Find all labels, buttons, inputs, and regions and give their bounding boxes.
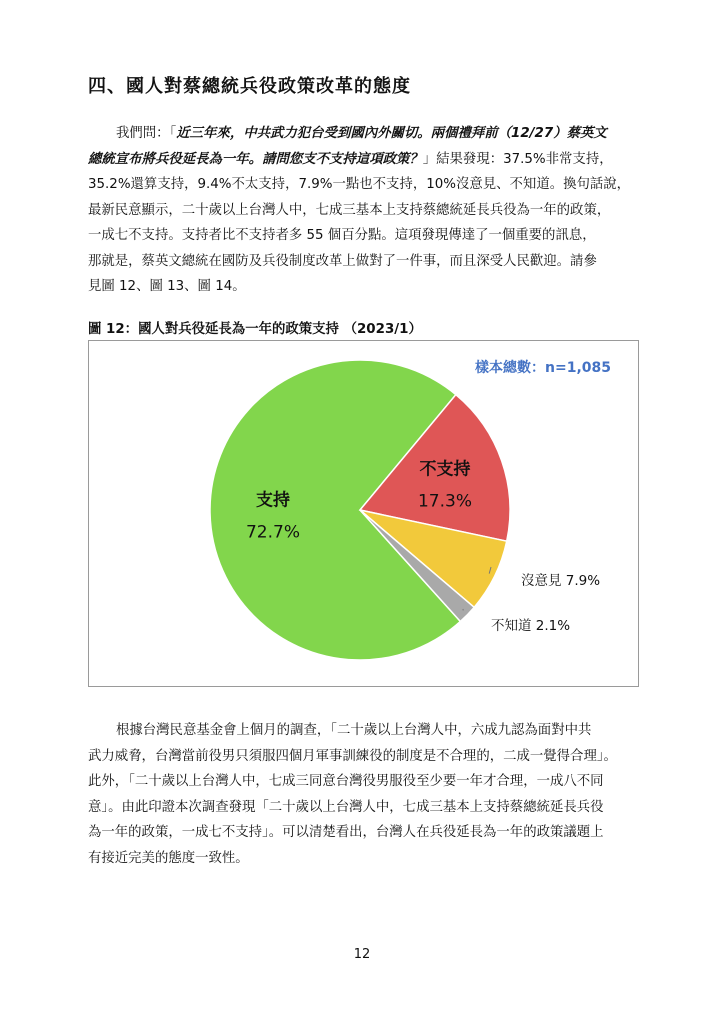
- paragraph-line: 武力威脅，台灣當前役男只須服四個月軍事訓練役的制度是不合理的，二成一覺得合理」。: [88, 748, 617, 764]
- quote-open: 我們問：「: [116, 126, 177, 141]
- pie-chart: [89, 341, 638, 686]
- paragraph-line: 最新民意顯示，二十歲以上台灣人中，七成三基本上支持蔡總統延長兵役為一年的政策，: [88, 202, 611, 218]
- section-title: 四、國人對蔡總統兵役政策改革的態度: [88, 76, 411, 97]
- survey-question-part2: 總統宣布將兵役延長為一年。請問您支不支持這項政策？: [88, 151, 423, 167]
- slice-label-1: 不支持: [419, 459, 471, 480]
- slice-label-3: 不知道 2.1%: [491, 618, 571, 634]
- paragraph-line: [88, 121, 638, 147]
- paragraph-line: 35.2%還算支持，9.4%不太支持，7.9%一點也不支持，10%沒意見、不知道。換句話說，: [88, 177, 631, 192]
- paragraph-line: 有接近完美的態度一致性。: [88, 850, 249, 866]
- analysis-paragraph: [88, 718, 638, 871]
- pie-chart-frame: [88, 340, 639, 687]
- paragraph-line: 那就是，蔡英文總統在國防及兵役制度改革上做對了一件事，而且深受人民歡迎。請參: [88, 253, 597, 269]
- slice-label-0: 支持: [256, 490, 290, 511]
- paragraph-line: 此外，「二十歲以上台灣人中，七成三同意台灣役男服役至少要一年才合理，一成八不同: [88, 774, 604, 789]
- page-number: 12: [353, 947, 371, 962]
- slice-value-1: 17.3%: [417, 491, 473, 512]
- survey-question-part1: 近三年來，中共武力犯台受到國內外關切。兩個禮拜前（12/27）蔡英文: [176, 126, 607, 141]
- result-intro: 」結果發現：37.5%非常支持，: [422, 151, 613, 167]
- paragraph-line: 見圖 12、圖 13、圖 14。: [88, 279, 246, 294]
- paragraph-line: 為一年的政策，一成七不支持」。可以清楚看出，台灣人在兵役延長為一年的政策議題上: [88, 825, 604, 840]
- intro-paragraph: [88, 121, 638, 300]
- paragraph-line: [88, 147, 638, 173]
- figure-caption: 圖 12：國人對兵役延長為一年的政策支持 （2023/1）: [88, 322, 422, 337]
- paragraph-line: 意」。由此印證本次調查發現「二十歲以上台灣人中，七成三基本上支持蔡總統延長兵役: [88, 799, 604, 815]
- slice-value-0: 72.7%: [245, 522, 301, 543]
- paragraph-line: 一成七不支持。支持者比不支持者多 55 個百分點。這項發現傳達了一個重要的訊息，: [88, 228, 596, 243]
- sample-size-annotation: 樣本總數：n=1,085: [475, 360, 611, 376]
- slice-label-2: 沒意見 7.9%: [521, 573, 601, 589]
- paragraph-line: 根據台灣民意基金會上個月的調查，「二十歲以上台灣人中，六成九認為面對中共: [116, 723, 592, 738]
